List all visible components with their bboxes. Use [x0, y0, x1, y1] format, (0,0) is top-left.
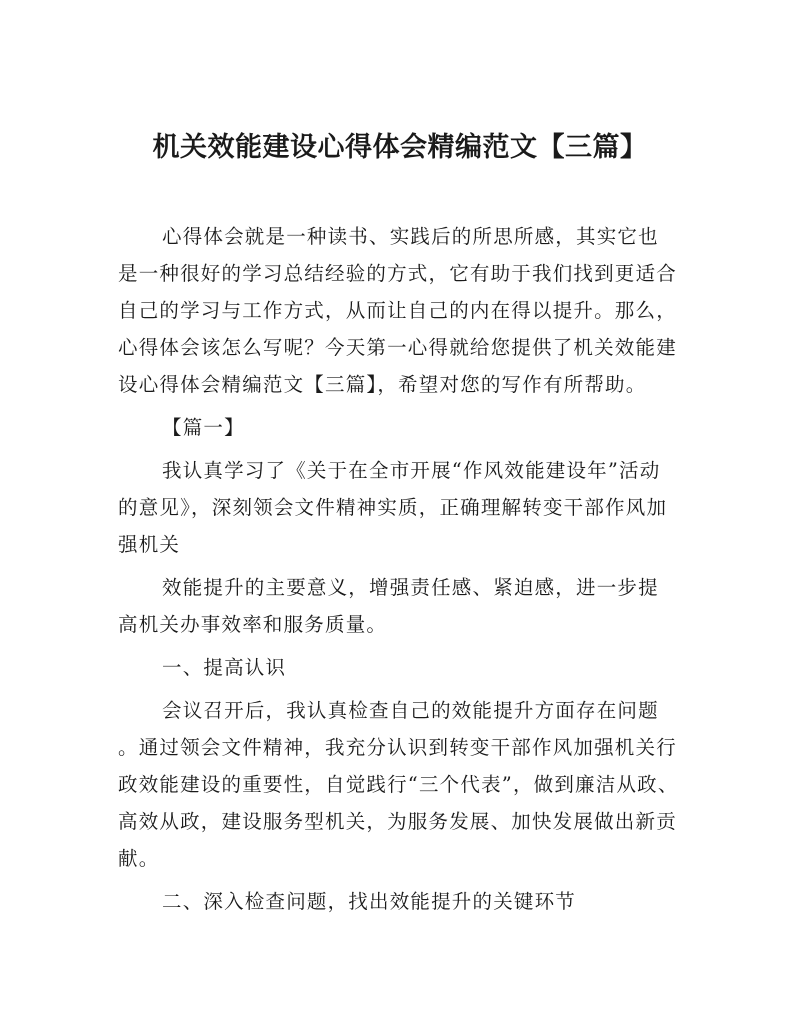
paragraph-line: 心得体会该怎么写呢？今天第一心得就给您提供了机关效能建 — [118, 336, 677, 359]
paragraph-line: 我认真学习了《关于在全市开展“作风效能建设年”活动 — [162, 459, 661, 482]
paragraph-line: 献。 — [118, 847, 160, 870]
paragraph-line: 心得体会就是一种读书、实践后的所思所感，其实它也 — [162, 225, 659, 248]
paragraph-line: 是一种很好的学习总结经验的方式，它有助于我们找到更适合 — [118, 262, 677, 285]
paragraph-line: 。通过领会文件精神，我充分认识到转变干部作风加强机关行 — [118, 736, 677, 759]
paragraph-line: 的意见》，深刻领会文件精神实质，正确理解转变干部作风加 — [118, 496, 668, 519]
section-heading: 一、提高认识 — [162, 656, 287, 679]
paragraph-line: 设心得体会精编范文【三篇】，希望对您的写作有所帮助。 — [118, 373, 647, 396]
paragraph-line: 会议召开后，我认真检查自己的效能提升方面存在问题 — [162, 699, 659, 722]
paragraph-line: 高效从政，建设服务型机关，为服务发展、加快发展做出新贡 — [118, 810, 677, 833]
section-heading: 二、深入检查问题，找出效能提升的关键环节 — [162, 890, 577, 913]
document-title: 机关效能建设心得体会精编范文【三篇】 — [152, 132, 648, 163]
paragraph-line: 自己的学习与工作方式，从而让自己的内在得以提升。那么， — [118, 299, 677, 322]
paragraph-line: 高机关办事效率和服务质量。 — [118, 613, 388, 636]
section-heading: 【篇一】 — [162, 416, 245, 439]
paragraph-line: 政效能建设的重要性，自觉践行“三个代表”，做到廉洁从政、 — [118, 773, 679, 796]
paragraph-line: 强机关 — [118, 533, 181, 556]
paragraph-line: 效能提升的主要意义，增强责任感、紧迫感，进一步提 — [162, 576, 659, 599]
